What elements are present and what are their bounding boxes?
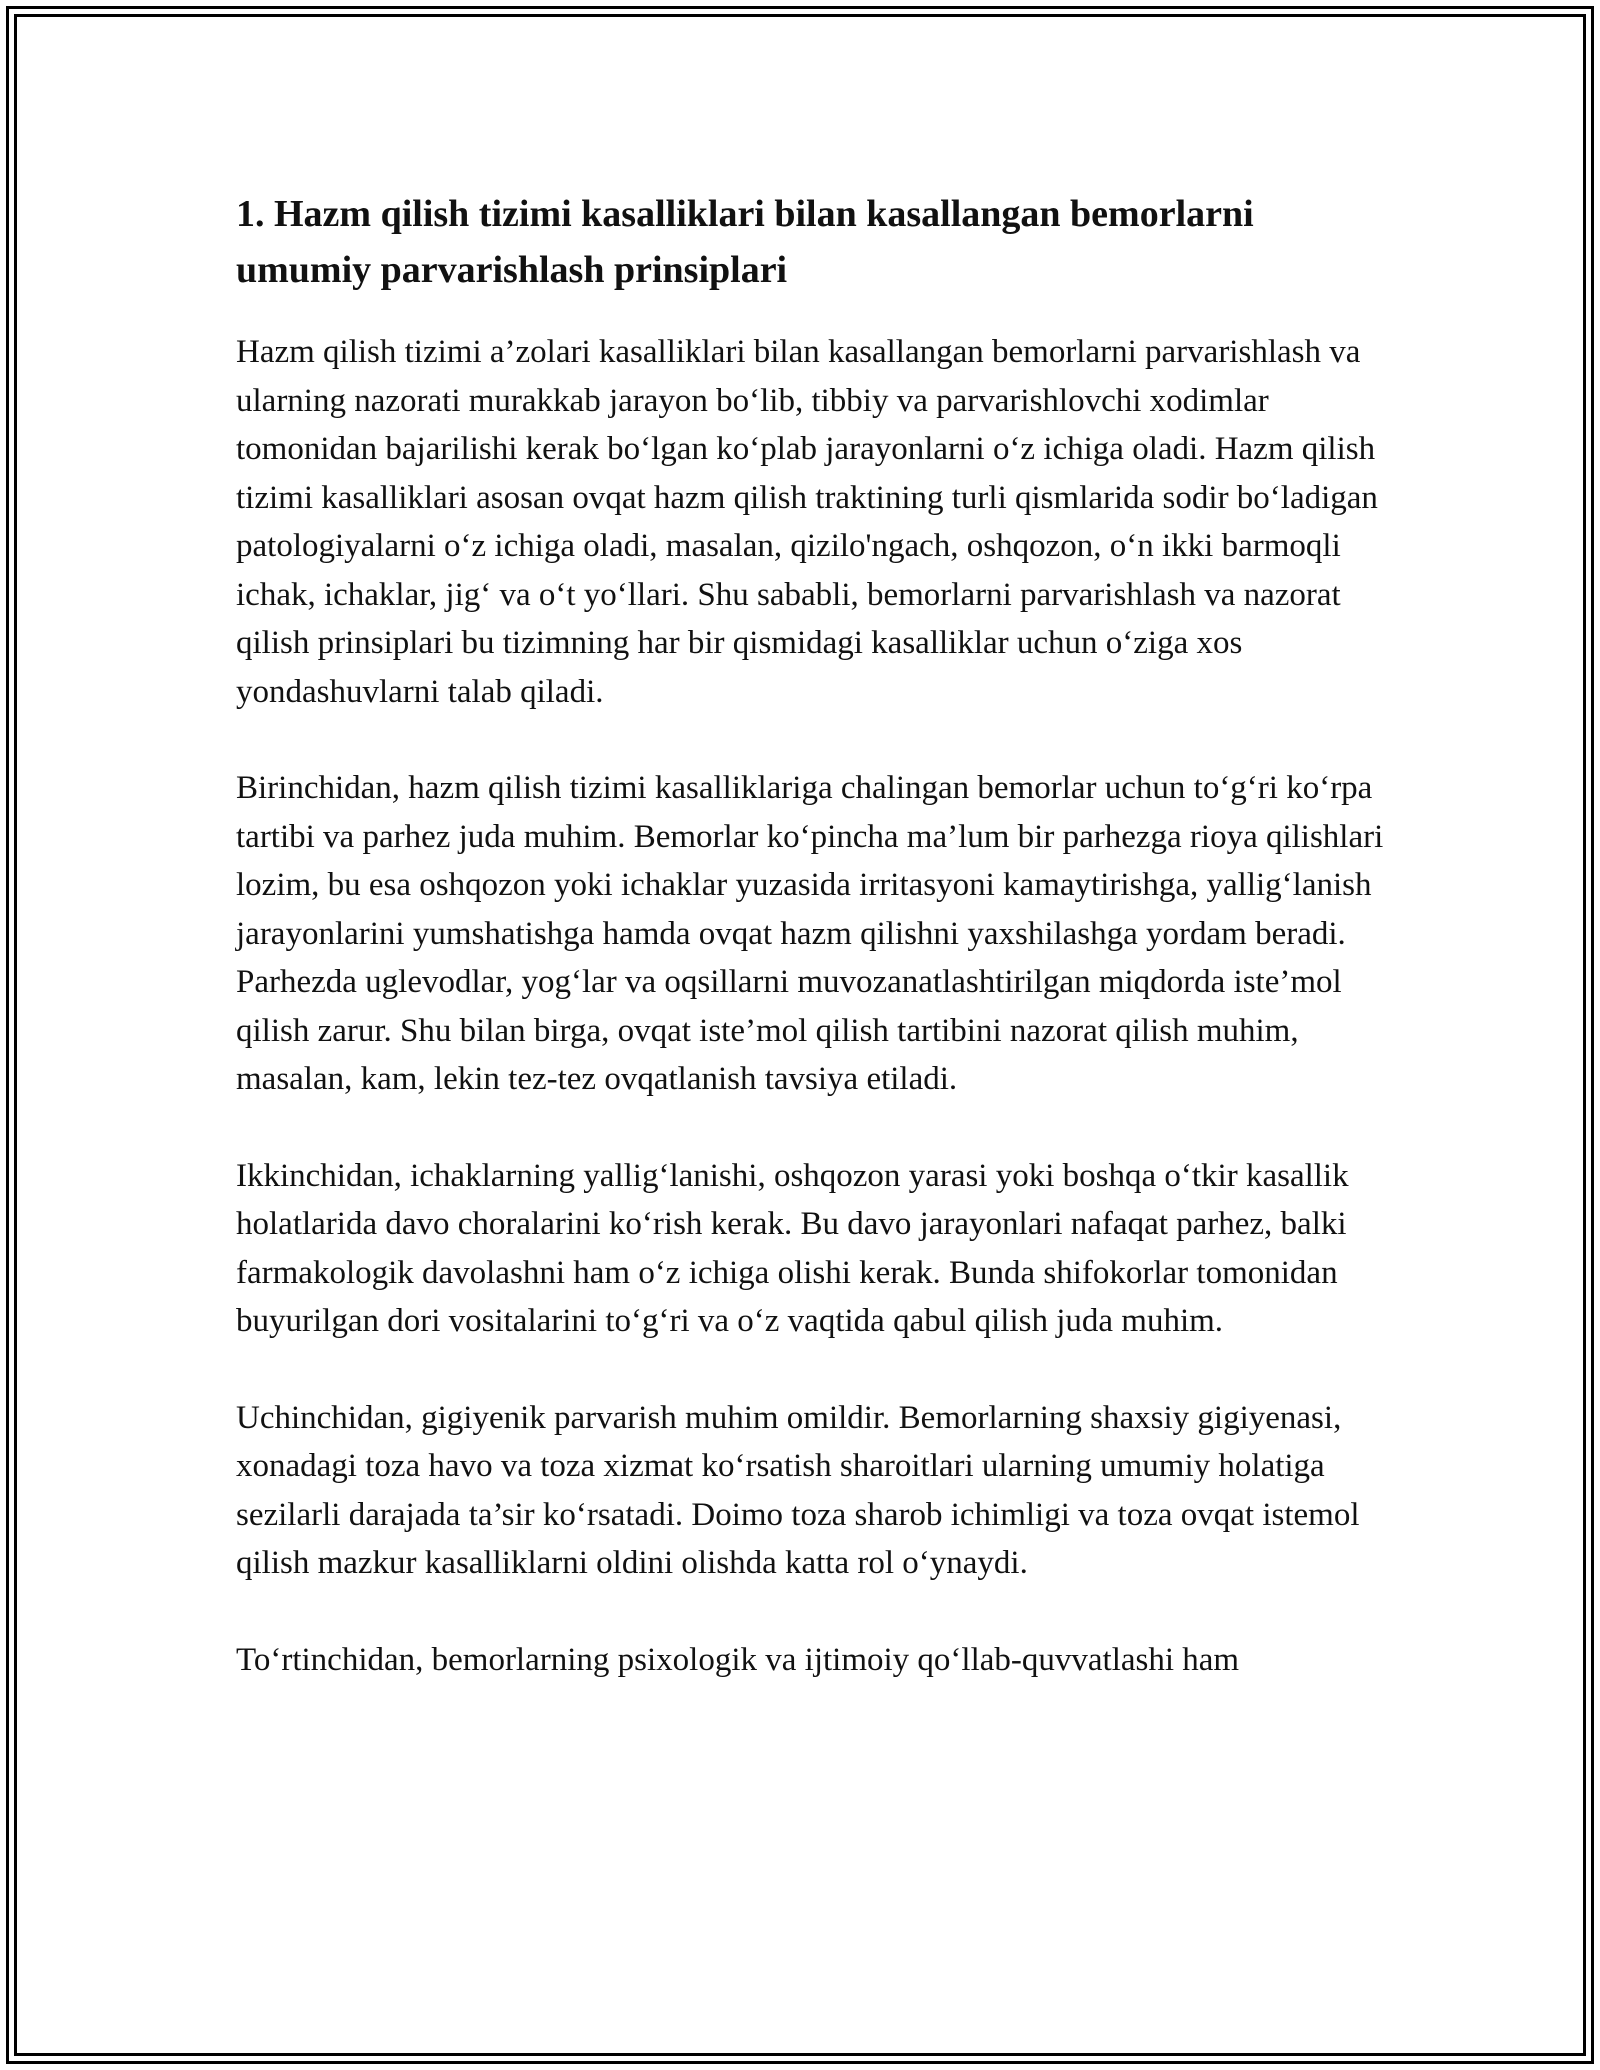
paragraph-fourth-point: To‘rtinchidan, bemorlarning psixologik va ijtimoiy qo‘llab-quvvatlashi ham (236, 1641, 1240, 1678)
paragraph-first-point: Birinchidan, hazm qilish tizimi kasalliklariga chalingan bemorlar uchun to‘g‘ri ko‘rpa tartibi va parhez juda muhim. Bemorlar ko‘pincha ma’lum bir parhezga rioya qilishlari lozim, bu esa oshqozon yoki ichaklar yuzasida irritasyoni kamaytirishga, yallig‘lanish jarayonlarini yumshatishga hamda ovqat hazm qilishni yaxshilashga yordam beradi. Parhezda uglevodlar, yog‘lar va oqsillarni muvozanatlashtirilgan miqdorda iste’mol qilish zarur. Shu bilan birga, ovqat iste’mol qilish tartibini nazorat qilish muhim, masalan, kam, lekin tez-tez ovqatlanish tavsiya etiladi. (236, 770, 1384, 1097)
paragraph-second-point: Ikkinchidan, ichaklarning yallig‘lanishi, oshqozon yarasi yoki boshqa o‘tkir kasallik holatlarida davo choralarini ko‘rish kerak. Bu davo jarayonlari nafaqat parhez, balki farmakologik davolashni ham o‘z ichiga olishi kerak. Bunda shifokorlar tomonidan buyurilgan dori vositalarini to‘g‘ri va o‘z vaqtida qabul qilish juda muhim. (236, 1157, 1349, 1339)
paragraph-intro: Hazm qilish tizimi a’zolari kasalliklari bilan kasallangan bemorlarni parvarishlash va ularning nazorati murakkab jarayon bo‘lib, tibbiy va parvarishlovchi xodimlar tomonidan bajarilishi kerak bo‘lgan ko‘plab jarayonlarni o‘z ichiga oladi. Hazm qilish tizimi kasalliklari asosan ovqat hazm qilish traktining turli qismlarida sodir bo‘ladigan patologiyalarni o‘z ichiga oladi, masalan, qizilo'ngach, oshqozon, o‘n ikki barmoqli ichak, ichaklar, jig‘ va o‘t yo‘llari. Shu sababli, bemorlarni parvarishlash va nazorat qilish prinsiplari bu tizimning har bir qismidagi kasalliklar uchun o‘ziga xos yondashuvlarni talab qiladi. (236, 334, 1378, 710)
document-body (236, 186, 1386, 1732)
paragraph-third-point: Uchinchidan, gigiyenik parvarish muhim omildir. Bemorlarning shaxsiy gigiyenasi, xonadagi toza havo va toza xizmat ko‘rsatish sharoitlari ularning umumiy holatiga sezilarli darajada ta’sir ko‘rsatadi. Doimo toza sharob ichimligi va toza ovqat istemol qilish mazkur kasalliklarni oldini olishda katta rol o‘ynaydi. (236, 1399, 1360, 1581)
section-heading: 1. Hazm qilish tizimi kasalliklari bilan kasallangan bemorlarni umumiy parvarishlash prinsiplari (236, 193, 1254, 291)
